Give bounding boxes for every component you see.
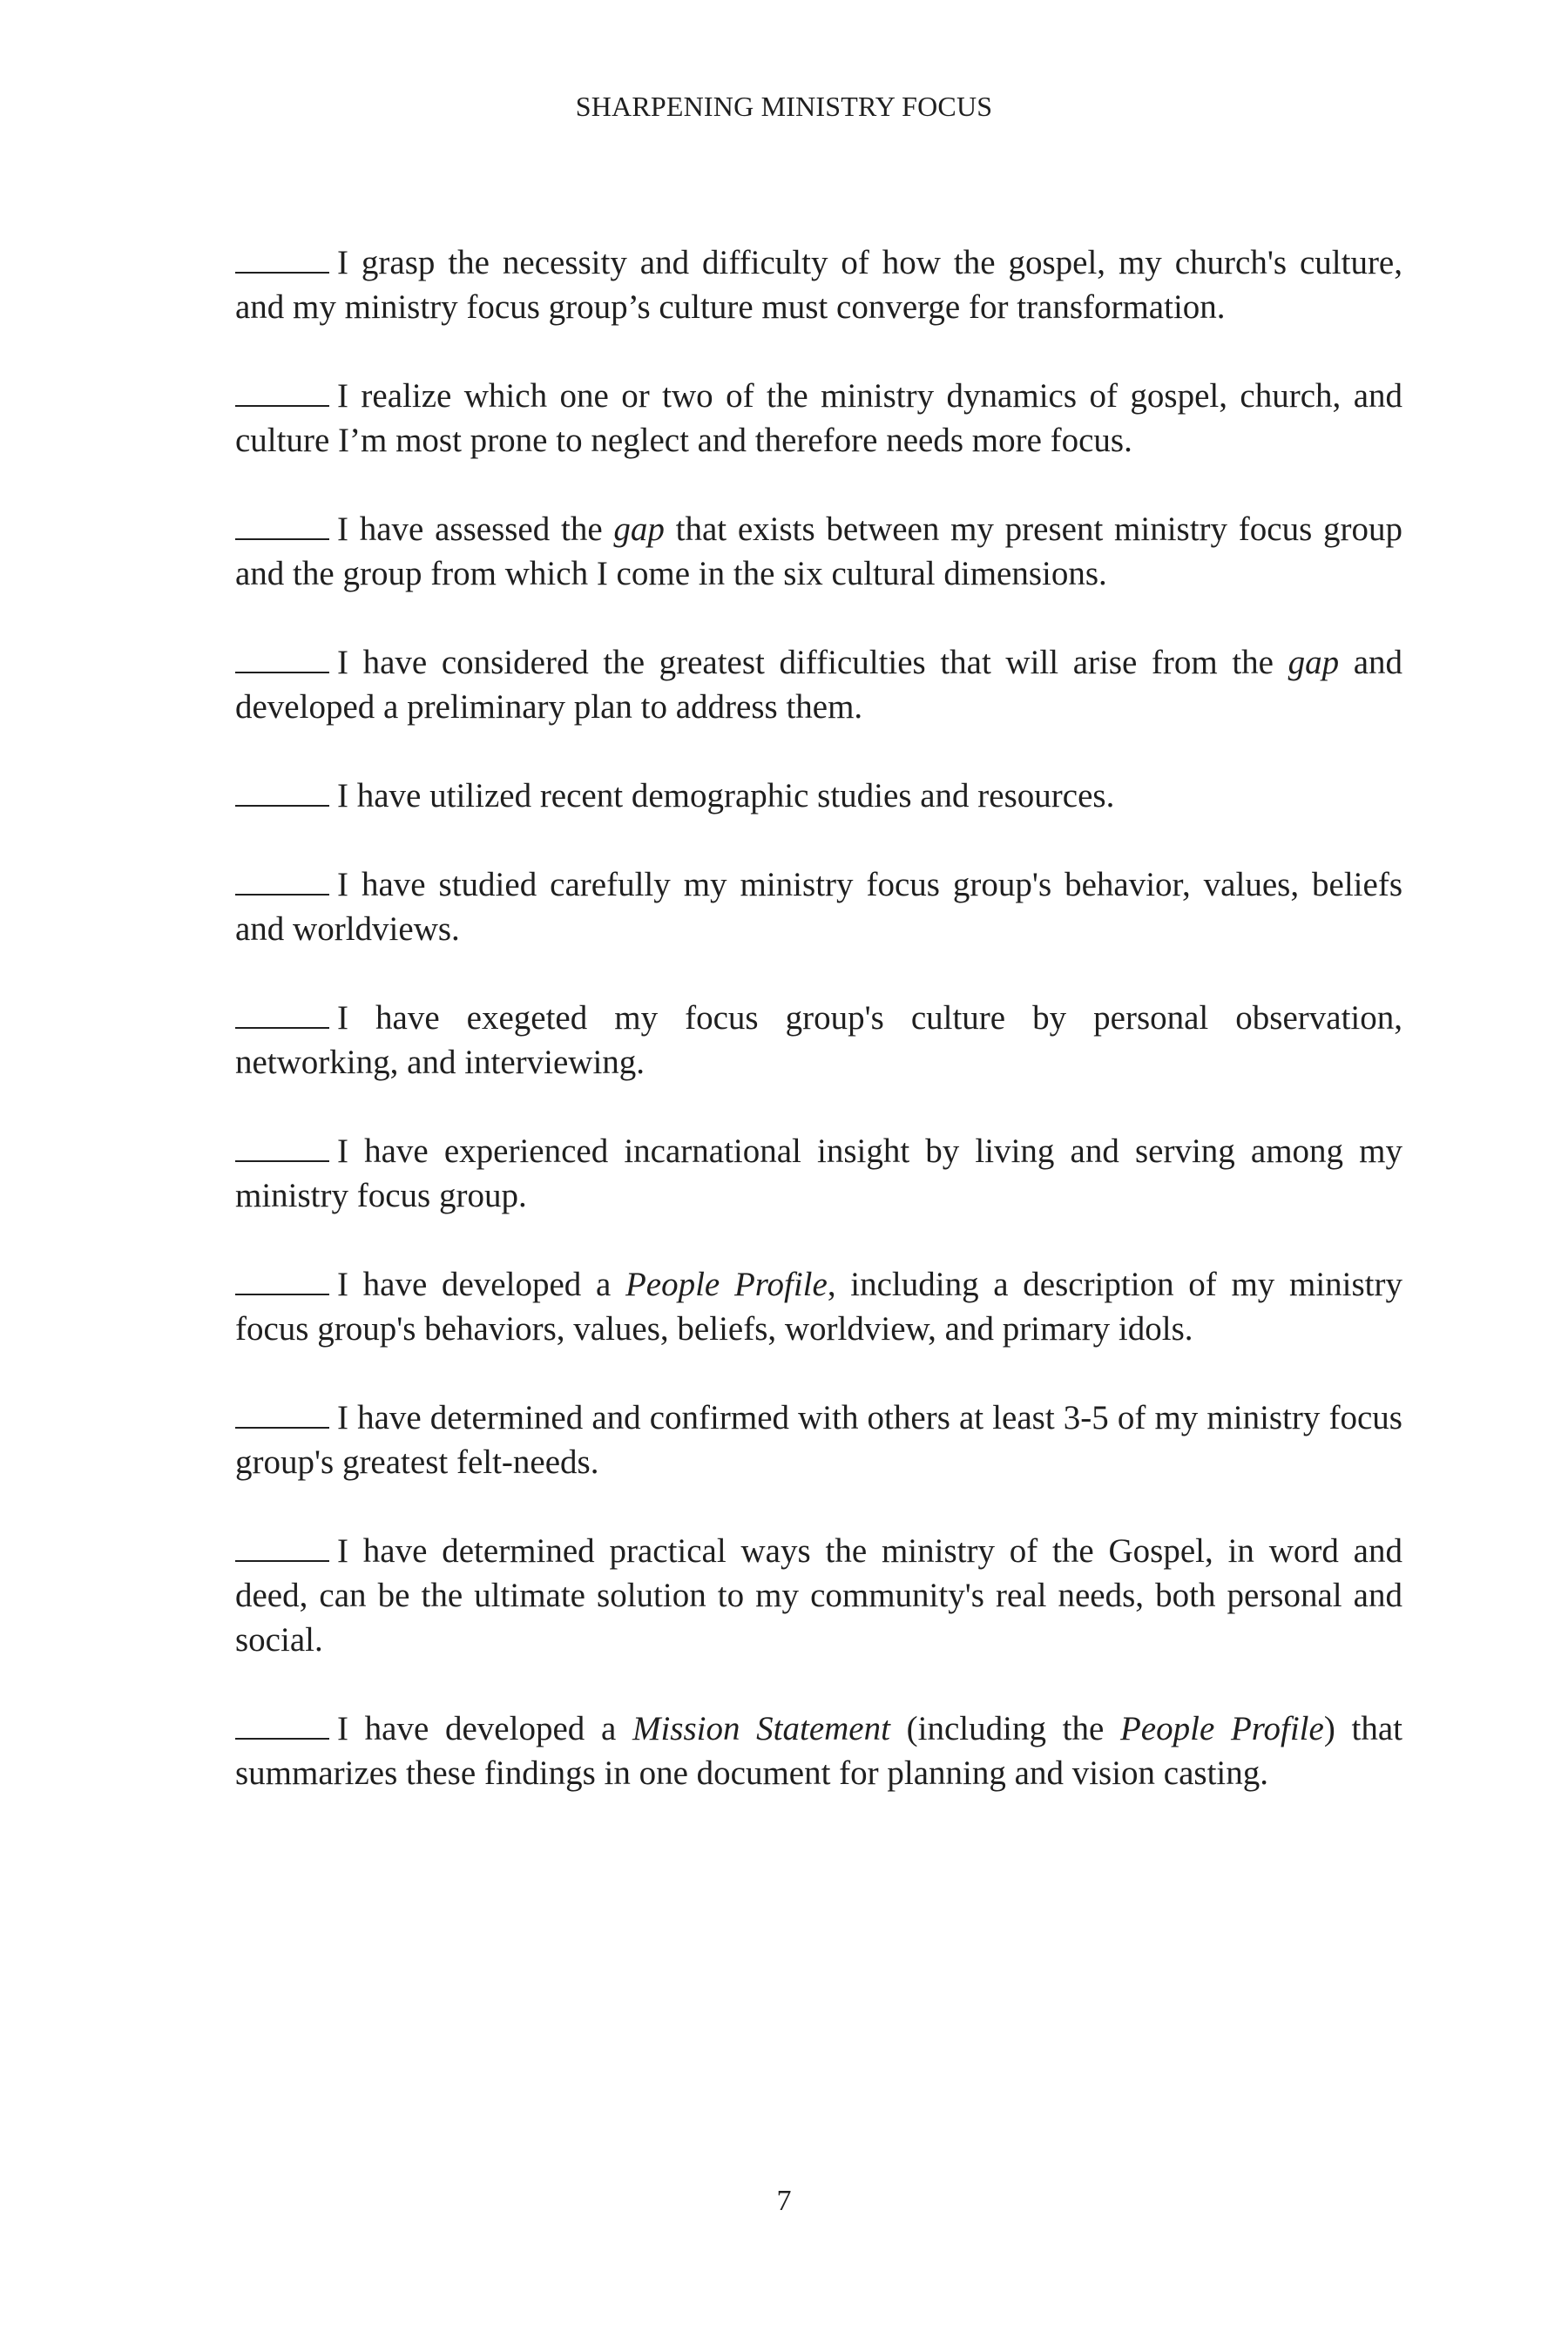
item-text: I have experienced incarnational insight by living and serving among my ministry focus group.	[235, 1132, 1402, 1214]
item-text: I have utilized recent demographic studies and resources.	[337, 777, 1115, 814]
item-text: I have exegeted my focus group's culture by personal observation, networking, and interviewing.	[235, 999, 1402, 1081]
checklist-item	[235, 996, 1402, 1085]
checklist	[235, 240, 1402, 1840]
item-text: I have studied carefully my ministry focus group's behavior, values, beliefs and worldviews.	[235, 866, 1402, 948]
item-text: I grasp the necessity and difficulty of how the gospel, my church's culture, and my ministry focus group’s culture must converge for transformation.	[235, 244, 1402, 326]
checklist-item	[235, 1129, 1402, 1218]
check-blank	[235, 864, 329, 896]
check-blank	[235, 1264, 329, 1295]
item-text: and developed a preliminary plan to address them.	[235, 644, 1403, 726]
checklist-item	[235, 1529, 1402, 1662]
checklist-item	[235, 374, 1402, 463]
checklist-item	[235, 1707, 1402, 1795]
item-text: (including the	[889, 1710, 1120, 1747]
item-text: I have developed a	[337, 1266, 625, 1303]
item-emphasis: gap	[1288, 644, 1340, 681]
item-text: , including a description of my ministry focus group's behaviors, values, beliefs, worldview, and primary idols.	[235, 1266, 1402, 1348]
item-emphasis: People Profile	[625, 1266, 828, 1303]
check-blank	[235, 509, 329, 540]
item-text: I have determined practical ways the ministry of the Gospel, in word and deed, can be the ultimate solution to my community's real needs, both personal and social.	[235, 1532, 1402, 1659]
item-text: I have determined and confirmed with others at least 3-5 of my ministry focus group's greatest felt-needs.	[235, 1399, 1402, 1481]
checklist-item	[235, 1396, 1402, 1484]
item-text: that exists between my present ministry focus group and the group from which I come in the six cultural dimensions.	[235, 510, 1402, 592]
check-blank	[235, 775, 329, 807]
check-blank	[235, 375, 329, 407]
item-emphasis: People Profile	[1119, 1710, 1324, 1747]
item-text: I have assessed the	[337, 510, 614, 548]
check-blank	[235, 1531, 329, 1562]
check-blank	[235, 242, 329, 274]
item-emphasis: gap	[613, 510, 665, 548]
checklist-item	[235, 640, 1402, 729]
item-text: I realize which one or two of the ministry dynamics of gospel, church, and culture I’m most prone to neglect and therefore needs more focus.	[235, 377, 1402, 459]
check-blank	[235, 642, 329, 673]
check-blank	[235, 1397, 329, 1429]
check-blank	[235, 997, 329, 1029]
checklist-item	[235, 507, 1402, 596]
item-text: I have developed a	[337, 1710, 632, 1747]
checklist-item	[235, 1262, 1402, 1351]
page-number: 7	[776, 2185, 792, 2217]
item-text: I have considered the greatest difficulties that will arise from the	[337, 644, 1288, 681]
checklist-item	[235, 774, 1402, 818]
check-blank	[235, 1131, 329, 1162]
check-blank	[235, 1708, 329, 1740]
checklist-item	[235, 240, 1402, 329]
checklist-item	[235, 862, 1402, 951]
item-text: ) that summarizes these findings in one document for planning and vision casting.	[235, 1710, 1402, 1792]
item-emphasis: Mission Statement	[632, 1710, 890, 1747]
running-header: SHARPENING MINISTRY FOCUS	[575, 91, 993, 122]
